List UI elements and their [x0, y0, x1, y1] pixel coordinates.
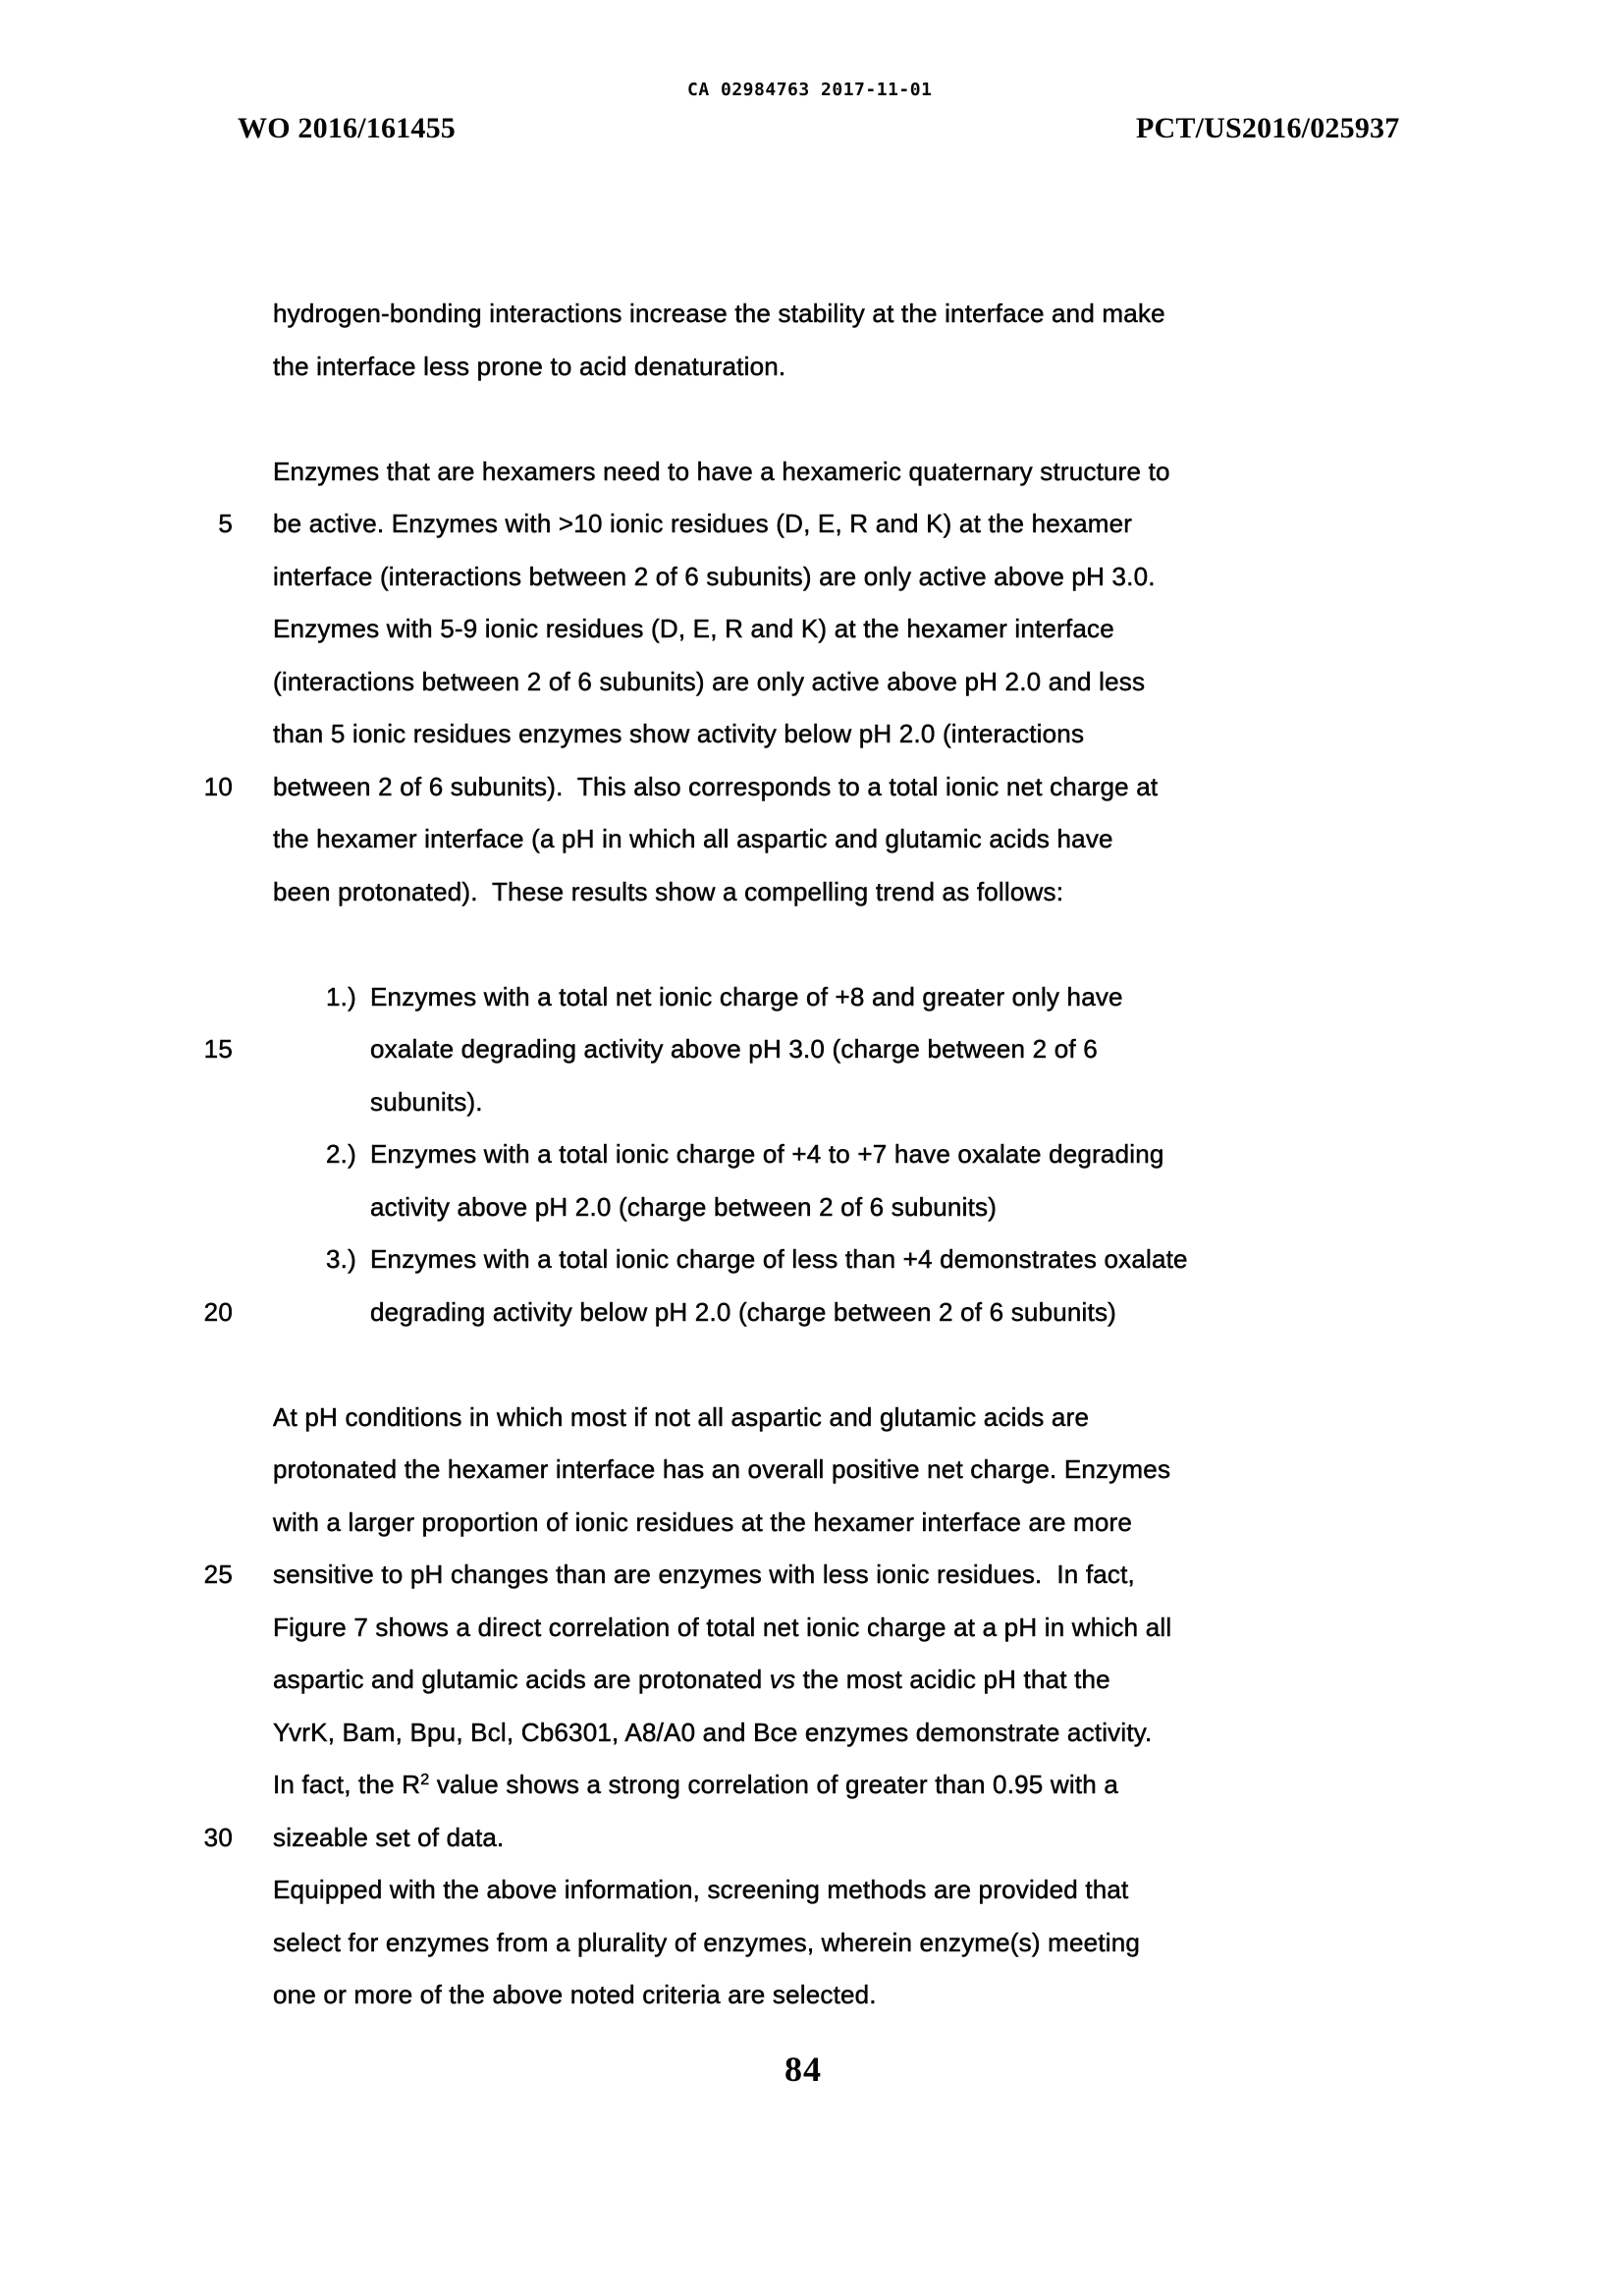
text-line — [273, 1602, 1387, 1655]
scan-date-stamp: CA 02984763 2017-11-01 — [687, 80, 933, 100]
line-text-segment: aspartic and glutamic acids are protonated — [273, 1665, 770, 1694]
line-text: one or more of the above noted criteria are selected. — [273, 1980, 877, 2009]
application-number-pct: PCT/US2016/025937 — [1136, 112, 1400, 144]
blank-line — [273, 918, 1387, 971]
line-text: Figure 7 shows a direct correlation of total net ionic charge at a pH in which all — [273, 1612, 1172, 1642]
text-line — [273, 341, 1387, 394]
italic-vs: vs — [769, 1665, 796, 1694]
blank-line — [273, 1339, 1387, 1392]
margin-line-number: 10 — [203, 771, 233, 801]
text-line — [273, 1707, 1387, 1760]
page-number: 84 — [784, 2050, 822, 2089]
list-item-line — [273, 1128, 1387, 1181]
line-text: degrading activity below pH 2.0 (charge between 2 of 6 subunits) — [370, 1296, 1117, 1327]
list-item-line — [273, 1233, 1387, 1286]
line-text — [273, 1665, 1110, 1694]
text-line — [273, 551, 1387, 604]
line-text: Enzymes with a total ionic charge of +4 to +7 have oxalate degrading — [370, 1139, 1164, 1169]
text-line — [273, 446, 1387, 499]
line-text: interface (interactions between 2 of 6 subunits) are only active above pH 3.0. — [273, 561, 1156, 591]
line-text: (interactions between 2 of 6 subunits) are only active above pH 2.0 and less — [273, 666, 1146, 696]
line-text — [273, 1770, 1118, 1799]
line-text: Enzymes with a total net ionic charge of +8 and greater only have — [370, 981, 1123, 1011]
list-item-marker: 2.) — [326, 1139, 356, 1169]
superscript-2: 2 — [420, 1771, 430, 1789]
list-item-line — [273, 971, 1387, 1024]
line-text: sensitive to pH changes than are enzymes with less ionic residues. In fact, — [273, 1559, 1135, 1589]
line-text: Enzymes that are hexamers need to have a hexameric quaternary structure to — [273, 456, 1170, 486]
body-text-column — [203, 288, 1387, 2022]
line-text: than 5 ionic residues enzymes show activity below pH 2.0 (interactions — [273, 719, 1085, 748]
text-line — [273, 1497, 1387, 1550]
publication-number-wo: WO 2016/161455 — [238, 112, 456, 144]
text-line — [273, 1969, 1387, 2022]
line-text: the hexamer interface (a pH in which all aspartic and glutamic acids have — [273, 824, 1113, 853]
text-line — [273, 288, 1387, 341]
blank-line — [273, 393, 1387, 446]
line-text: sizeable set of data. — [273, 1822, 505, 1852]
line-text: the interface less prone to acid denaturation. — [273, 351, 786, 381]
text-line — [273, 866, 1387, 919]
line-text: been protonated). These results show a compelling trend as follows: — [273, 876, 1064, 906]
line-text-segment: the most acidic pH that the — [795, 1665, 1110, 1694]
margin-line-number: 15 — [203, 1034, 233, 1064]
margin-line-number: 5 — [218, 509, 233, 538]
text-line — [203, 1812, 1387, 1865]
line-text: subunits). — [370, 1086, 483, 1117]
list-item-line — [273, 1181, 1387, 1234]
text-line — [273, 656, 1387, 709]
text-line — [273, 708, 1387, 761]
line-text: be active. Enzymes with >10 ionic residues (D, E, R and K) at the hexamer — [273, 509, 1133, 538]
text-line — [273, 1392, 1387, 1445]
margin-line-number: 30 — [203, 1822, 233, 1852]
list-item-marker: 1.) — [326, 981, 356, 1011]
line-text: protonated the hexamer interface has an overall positive net charge. Enzymes — [273, 1454, 1171, 1484]
text-line — [273, 1759, 1387, 1812]
line-text: oxalate degrading activity above pH 3.0 (charge between 2 of 6 — [370, 1034, 1098, 1064]
list-item-marker: 3.) — [326, 1244, 356, 1274]
text-line — [218, 498, 1387, 551]
line-text: hydrogen-bonding interactions increase the stability at the interface and make — [273, 299, 1165, 328]
line-text: Enzymes with a total ionic charge of less than +4 demonstrates oxalate — [370, 1244, 1188, 1274]
text-line — [273, 603, 1387, 656]
margin-line-number: 25 — [203, 1559, 233, 1589]
line-text: YvrK, Bam, Bpu, Bcl, Cb6301, A8/A0 and Bce enzymes demonstrate activity. — [273, 1717, 1153, 1747]
line-text: activity above pH 2.0 (charge between 2 of 6 subunits) — [370, 1191, 998, 1222]
text-line — [203, 1549, 1387, 1602]
line-text: Enzymes with 5-9 ionic residues (D, E, R and K) at the hexamer interface — [273, 614, 1114, 643]
text-line — [273, 813, 1387, 866]
text-line — [203, 761, 1387, 814]
line-text-segment: In fact, the R — [273, 1770, 421, 1799]
list-item-line — [203, 1286, 1387, 1339]
text-line — [273, 1444, 1387, 1497]
line-text: At pH conditions in which most if not all aspartic and glutamic acids are — [273, 1401, 1090, 1432]
line-text: select for enzymes from a plurality of enzymes, wherein enzyme(s) meeting — [273, 1927, 1141, 1957]
line-text: between 2 of 6 subunits). This also corresponds to a total ionic net charge at — [273, 771, 1159, 801]
line-text: Equipped with the above information, screening methods are provided that — [273, 1875, 1129, 1904]
list-item-line — [203, 1023, 1387, 1076]
line-text: with a larger proportion of ionic residues at the hexamer interface are more — [273, 1506, 1133, 1537]
line-text-segment: value shows a strong correlation of greater than 0.95 with a — [429, 1770, 1118, 1799]
text-line — [273, 1917, 1387, 1970]
text-line — [273, 1864, 1387, 1917]
list-item-line — [273, 1076, 1387, 1129]
text-line — [273, 1654, 1387, 1707]
margin-line-number: 20 — [203, 1296, 233, 1327]
